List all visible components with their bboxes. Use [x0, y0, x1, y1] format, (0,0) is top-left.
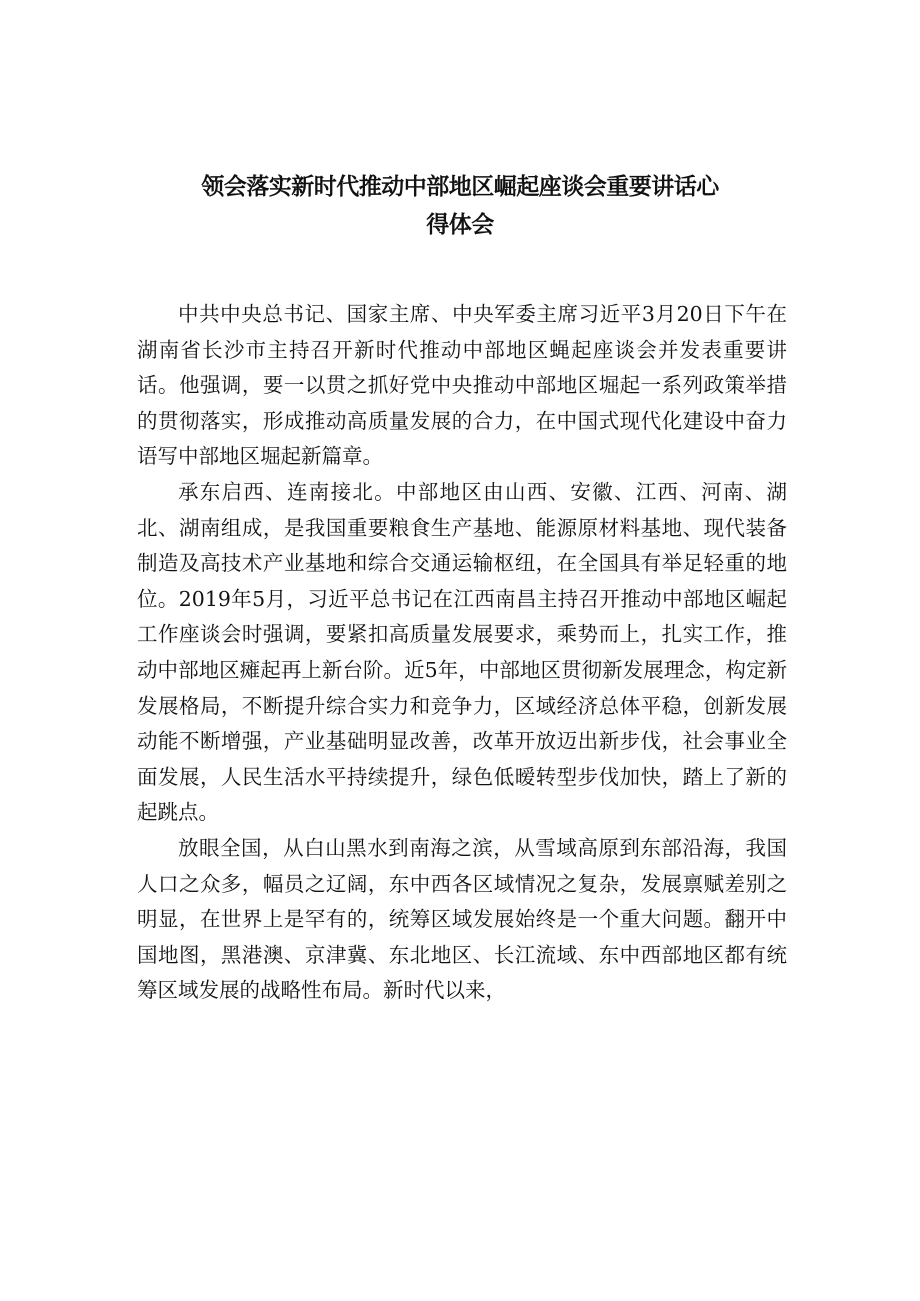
document-title-line-1: 领会落实新时代推动中部地区崛起座谈会重要讲话心 — [201, 174, 719, 200]
paragraph: 承东启西、连南接北。中部地区由山西、安徽、江西、河南、湖北、湖南组成，是我国重要粮食生产基地、能源原材料基地、现代装备制造及高技术产业基地和综合交通运输枢纽，在全国具有举足轻重的地位。2019年5月，习近平总书记在江西南昌主持召开推动中部地区崛起工作座谈会时强调，要紧扣高质量发展要求，乘势而上，扎实工作，推动中部地区瘫起再上新台阶。近5年，中部地区贯彻新发展理念，构定新发展格局，不断提升综合实力和竞争力，区域经济总体平稳，创新发展动能不断增强，产业基础明显改善，改革开放迈出新步伐，社会事业全面发展，人民生活水平持续提升，绿色低暧转型步伐加快，踏上了新的起跳点。 — [137, 479, 787, 825]
paragraph: 放眼全国，从白山黑水到南海之滨，从雪域高原到东部沿海，我国人口之众多，幅员之辽阔，东中西各区域情况之复杂，发展禀赋差别之明显，在世界上是罕有的，统筹区域发展始终是一个重大问题。翻开中国地图，黑港澳、京津冀、东北地区、长江流域、东中西部地区都有统筹区域发展的战略性布局。新时代以来， — [137, 835, 787, 1003]
document-title-line-2: 得体会 — [426, 212, 494, 238]
document-body — [137, 297, 787, 1009]
paragraph: 中共中央总书记、国家主席、中央军委主席习近平3月20日下午在湖南省长沙市主持召开新时代推动中部地区蝇起座谈会并发表重要讲话。他强调，要一以贯之抓好党中央推动中部地区堀起一系列政策举措的贯彻落实，形成推动高质量发展的合力，在中国式现代化建设中奋力语写中部地区堀起新篇章。 — [137, 302, 787, 469]
